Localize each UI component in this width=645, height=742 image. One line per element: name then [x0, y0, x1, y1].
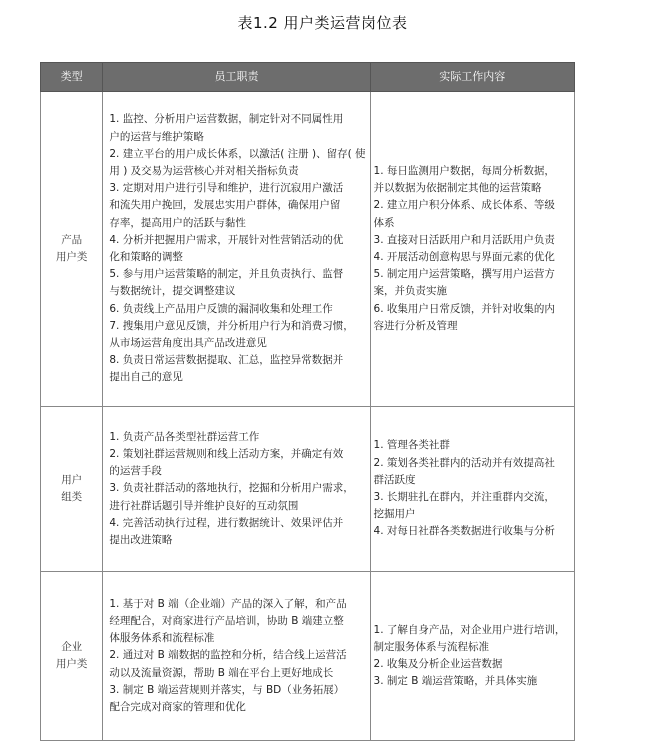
table-row [41, 572, 575, 741]
table-row [41, 92, 575, 407]
duty-line: 3. 制定 B 端运营规则并落实，与 BD（业务拓展） [109, 683, 345, 696]
type-label-line: 用户类 [55, 251, 88, 263]
content-line: 3. 长期驻扎在群内，并注重群内交流， [373, 491, 555, 503]
content-line: 2. 策划各类社群内的活动并有效提高社 [373, 456, 555, 469]
header-content: 实际工作内容 [370, 63, 574, 92]
duty-line: 2. 策划社群运营规则和线上活动方案，并确定有效 [109, 447, 344, 460]
content-line: 3. 制定 B 端运营策略，并具体实施 [373, 675, 538, 688]
content-line: 挖掘用户 [373, 508, 416, 521]
content-line: 群活跃度 [373, 473, 416, 486]
type-cell [41, 407, 103, 572]
table-row [41, 407, 575, 572]
content-line: 2. 收集及分析企业运营数据 [373, 658, 503, 670]
header-row [41, 63, 575, 92]
header-type: 类型 [41, 63, 103, 92]
content-line: 容进行分析及管理 [373, 319, 458, 332]
duty-line: 1. 监控、分析用户运营数据，制定针对不同属性用 [109, 113, 344, 126]
duty-line: 配合完成对商家的管理和优化 [109, 701, 246, 713]
duty-line: 5. 参与用户运营策略的制定，并且负责执行、监督 [109, 268, 344, 281]
content-line: 4. 对每日社群各类数据进行收集与分析 [373, 525, 555, 538]
duties-cell [103, 572, 370, 741]
duty-line: 和流失用户挽回，发展忠实用户群体，确保用户留 [109, 199, 341, 212]
duty-line: 1. 基于对 B 端（企业端）产品的深入了解，和产品 [109, 597, 347, 610]
content-cell [370, 407, 574, 572]
duties-cell [103, 92, 370, 407]
type-label-line: 企业 [61, 641, 83, 653]
duty-line: 提出改进策略 [109, 534, 173, 546]
type-label-line: 组类 [61, 491, 83, 503]
operations-positions-table [40, 62, 575, 741]
duty-line: 用 ) 及交易为运营核心并对相关指标负责 [109, 164, 299, 177]
duty-line: 2. 建立平台的用户成长体系，以激活( 注册 )、留存( 使 [109, 147, 366, 160]
duty-line: 体服务体系和流程标准 [109, 632, 215, 645]
duty-line: 提出自己的意见 [109, 371, 183, 384]
type-label-line: 用户 [61, 474, 83, 486]
duty-line: 与数据统计，提交调整建议 [109, 285, 236, 298]
duty-line: 4. 完善活动执行过程，进行数据统计、效果评估并 [109, 516, 344, 529]
duty-line: 从市场运营角度出具产品改进意见 [109, 337, 267, 350]
duty-line: 2. 通过对 B 端数据的监控和分析，结合线上运营活 [109, 649, 347, 662]
content-line: 3. 直接对日活跃用户和月活跃用户负责 [373, 233, 555, 246]
duty-line: 3. 负责社群活动的落地执行，挖掘和分析用户需求， [109, 482, 354, 495]
type-cell [41, 572, 103, 741]
content-line: 案，并负责实施 [373, 285, 448, 298]
type-cell [41, 92, 103, 407]
duty-line: 化和策略的调整 [109, 251, 183, 263]
content-line: 6. 收集用户日常反馈，并针对收集的内 [373, 302, 555, 315]
duties-cell [103, 407, 370, 572]
duty-line: 存率，提高用户的活跃与黏性 [109, 216, 246, 229]
duty-line: 经理配合，对商家进行产品培训，协助 B 端建立整 [109, 614, 344, 627]
content-line: 2. 建立用户积分体系、成长体系、等级 [373, 199, 555, 212]
content-line: 5. 制定用户运营策略，撰写用户运营方 [373, 268, 555, 281]
content-line: 制定服务体系与流程标准 [373, 640, 490, 653]
content-line: 体系 [373, 216, 395, 229]
duty-line: 进行社群话题引导并维护良好的互动氛围 [109, 499, 299, 512]
duty-line: 4. 分析并把握用户需求，开展针对性营销活动的优 [109, 233, 344, 246]
content-line: 1. 每日监测用户数据，每周分析数据， [373, 164, 555, 177]
duty-line: 3. 定期对用户进行引导和维护，进行沉寂用户激活 [109, 182, 344, 195]
content-line: 4. 开展活动创意构思与界面元素的优化 [373, 251, 555, 263]
content-cell [370, 92, 574, 407]
duty-line: 7. 搜集用户意见反馈，并分析用户行为和消费习惯， [109, 319, 354, 332]
duty-line: 动以及流量资源，帮助 B 端在平台上更好地成长 [109, 666, 334, 679]
duty-line: 1. 负责产品各类型社群运营工作 [109, 430, 260, 443]
type-label-line: 用户类 [55, 658, 88, 670]
table-title: 表1.2 用户类运营岗位表 [237, 14, 408, 32]
duty-line: 8. 负责日常运营数据提取、汇总，监控异常数据并 [109, 354, 344, 367]
content-line: 1. 了解自身产品，对企业用户进行培训， [373, 623, 566, 636]
content-line: 并以数据为依据制定其他的运营策略 [373, 182, 542, 195]
content-cell [370, 572, 574, 741]
type-label-line: 产品 [61, 234, 83, 246]
duty-line: 的运营手段 [109, 465, 162, 478]
header-duties: 员工职责 [103, 63, 370, 92]
content-line: 1. 管理各类社群 [373, 439, 450, 452]
duty-line: 6. 负责线上产品用户反馈的漏洞收集和处理工作 [109, 302, 333, 315]
duty-line: 户的运营与维护策略 [109, 130, 204, 143]
